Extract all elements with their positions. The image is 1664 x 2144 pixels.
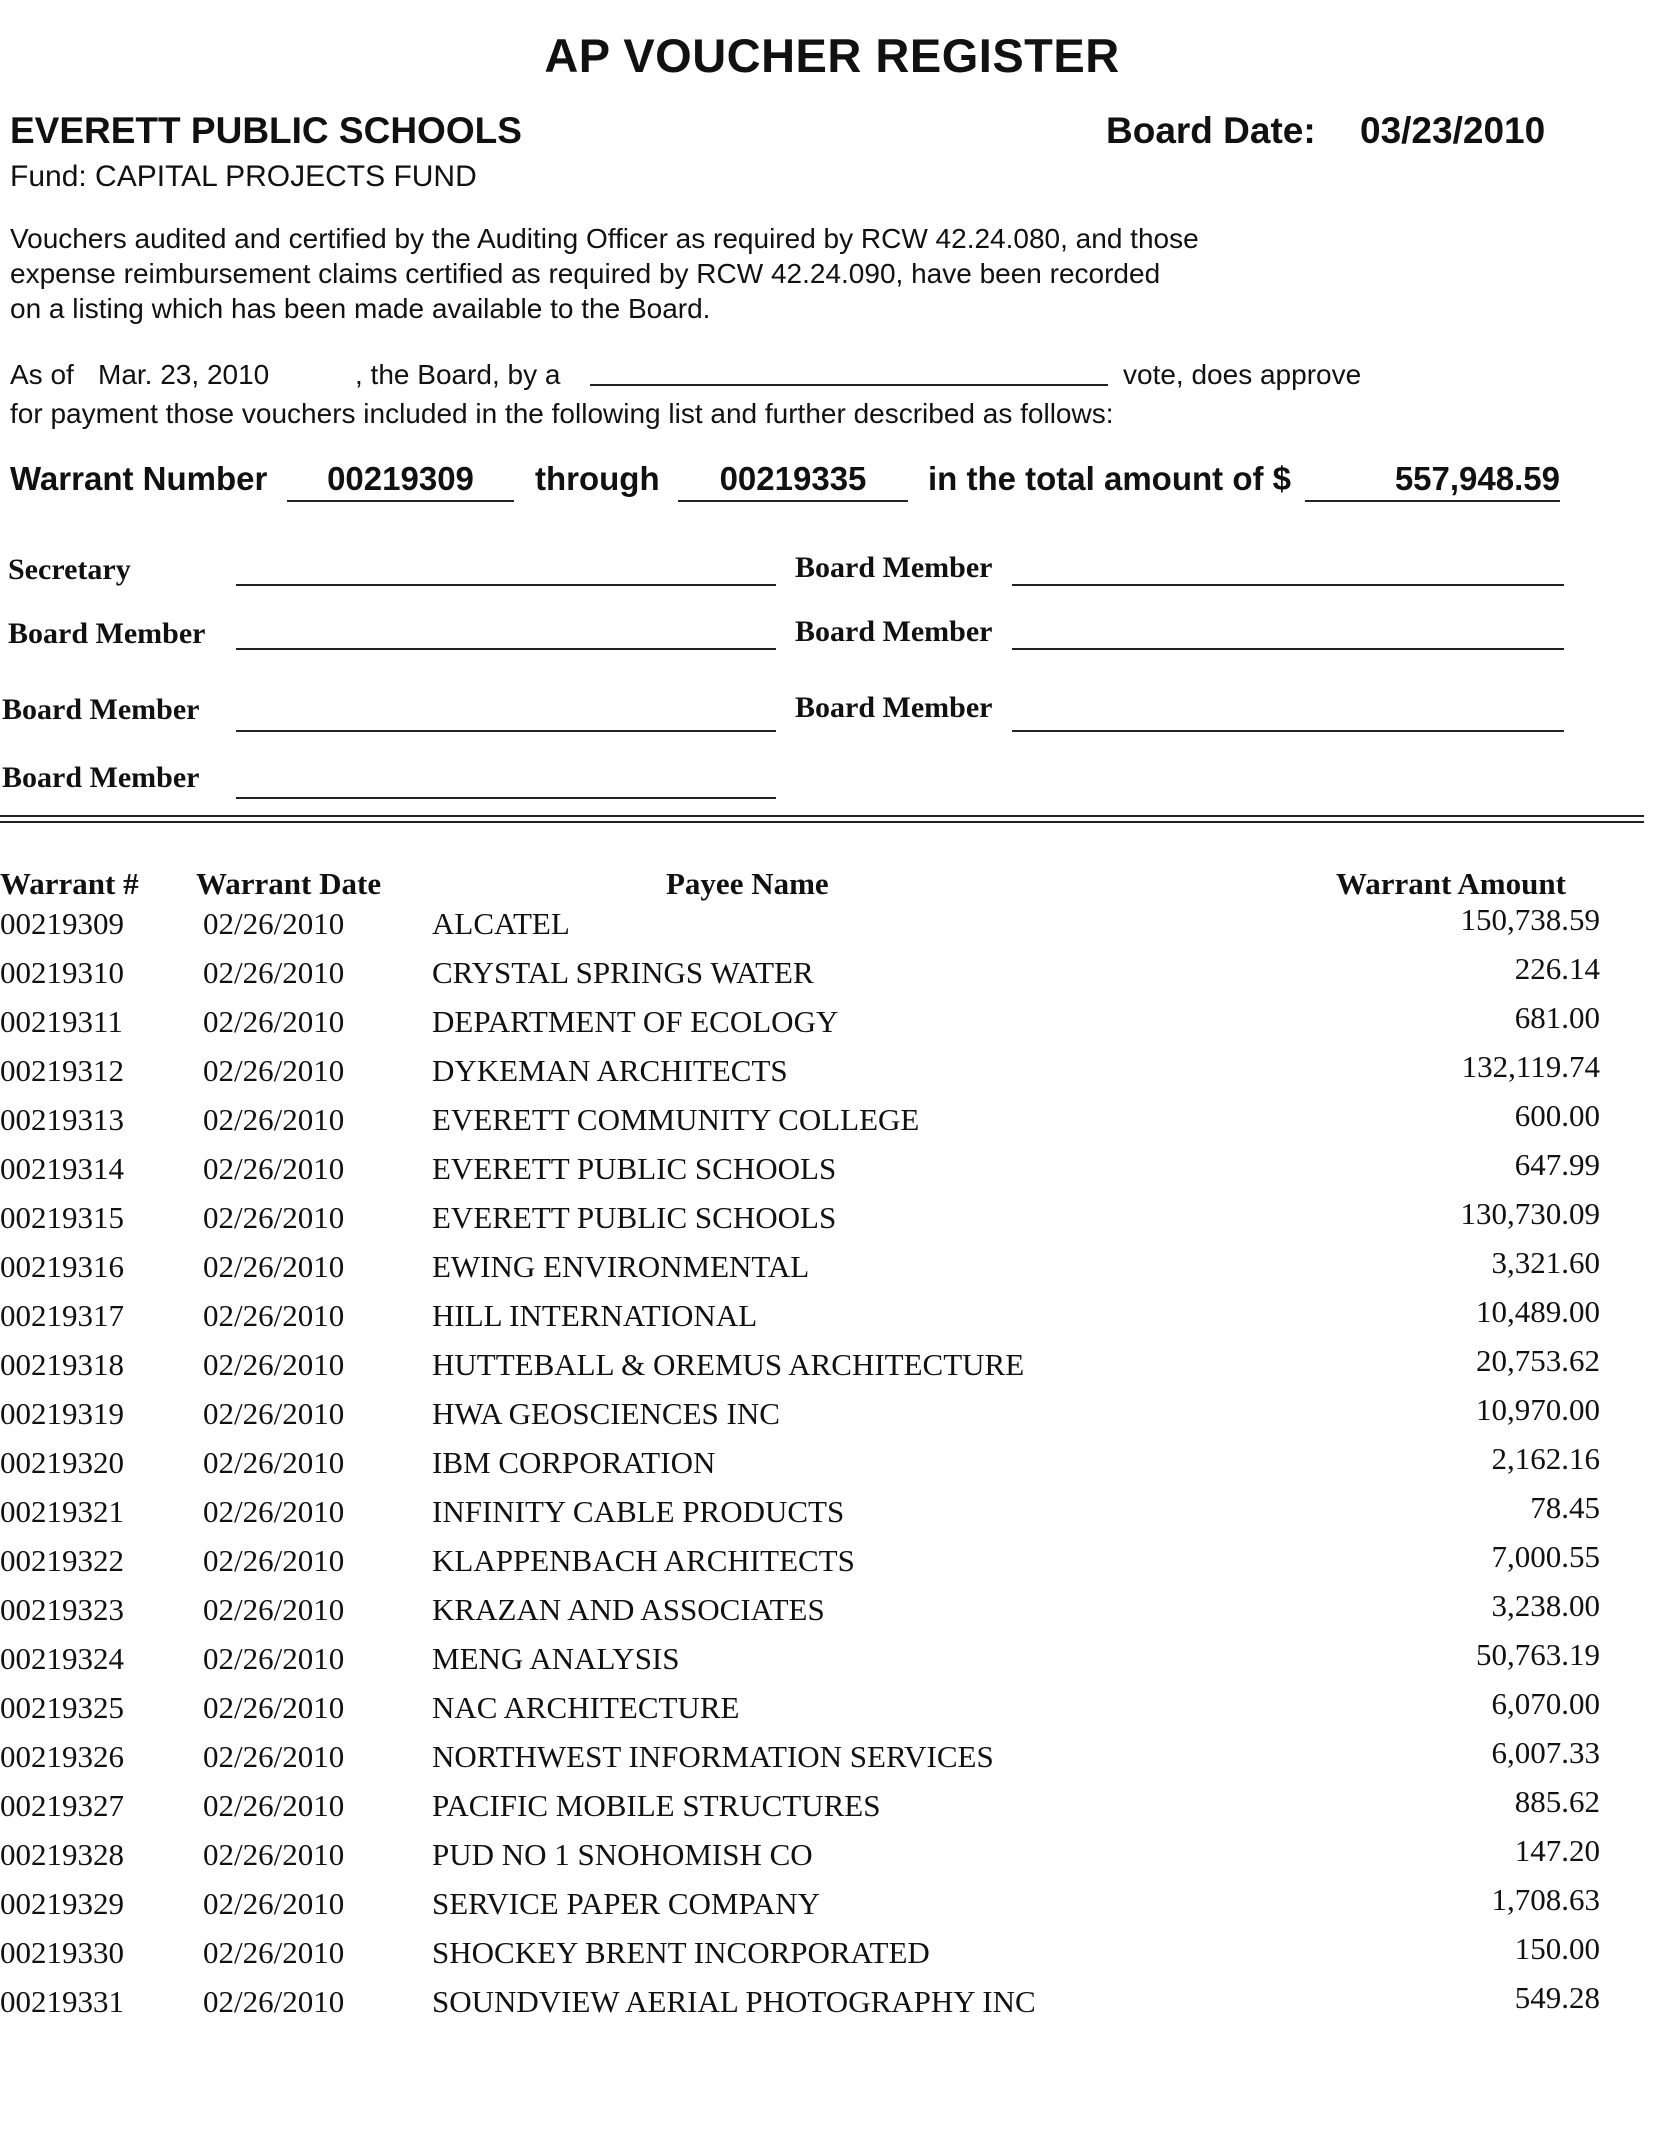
board-date-value: 03/23/2010 (1360, 110, 1546, 151)
warrant-number-cell: 00219309 (0, 906, 124, 941)
table-row (0, 1833, 1600, 1886)
warrant-number-cell: 00219313 (0, 1102, 124, 1137)
warrant-date-cell: 02/26/2010 (203, 1494, 345, 1529)
warrant-date-cell: 02/26/2010 (203, 1396, 345, 1431)
table-row (0, 1931, 1600, 1984)
warrant-end-number: 00219335 (678, 460, 908, 502)
table-row (0, 1294, 1600, 1347)
table-row (0, 1735, 1600, 1788)
payee-name-cell: EVERETT COMMUNITY COLLEGE (432, 1102, 920, 1137)
column-header-warrant: Warrant # (0, 866, 139, 901)
payee-name-cell: INFINITY CABLE PRODUCTS (432, 1494, 845, 1529)
payee-name-cell: EVERETT PUBLIC SCHOOLS (432, 1151, 837, 1186)
table-row (0, 1490, 1600, 1543)
warrant-number-cell: 00219316 (0, 1249, 124, 1284)
warrant-date-cell: 02/26/2010 (203, 1837, 345, 1872)
total-amount-value: 557,948.59 (1305, 460, 1560, 502)
warrant-amount-cell: 226.14 (1514, 951, 1600, 986)
table-row (0, 902, 1600, 955)
table-row (0, 1245, 1600, 1298)
warrant-amount-cell: 7,000.55 (1491, 1539, 1600, 1574)
warrant-amount-cell: 10,489.00 (1476, 1294, 1600, 1329)
warrant-number-cell: 00219314 (0, 1151, 124, 1186)
board-member-signature-line (236, 797, 776, 799)
payment-text: for payment those vouchers included in the following list and further described as follows: (10, 398, 1114, 429)
warrant-amount-cell: 6,007.33 (1491, 1735, 1600, 1770)
payee-name-cell: IBM CORPORATION (432, 1445, 716, 1480)
warrant-number-cell: 00219322 (0, 1543, 124, 1578)
warrant-date-cell: 02/26/2010 (203, 1249, 345, 1284)
table-row (0, 1637, 1600, 1690)
payee-name-cell: DYKEMAN ARCHITECTS (432, 1053, 788, 1088)
warrant-number-cell: 00219315 (0, 1200, 124, 1235)
payee-name-cell: EVERETT PUBLIC SCHOOLS (432, 1200, 837, 1235)
warrant-number-cell: 00219311 (0, 1004, 123, 1039)
as-of-date: Mar. 23, 2010 (98, 359, 270, 390)
warrant-number-cell: 00219319 (0, 1396, 124, 1431)
board-member-label: Board Member (795, 615, 993, 648)
warrant-summary (0, 460, 1664, 504)
warrant-amount-cell: 549.28 (1514, 1980, 1600, 2015)
vote-text: vote, does approve (1123, 359, 1362, 390)
column-header-payee: Payee Name (666, 866, 829, 901)
payee-name-cell: MENG ANALYSIS (432, 1641, 680, 1676)
table-row (0, 1343, 1600, 1396)
payee-name-cell: KLAPPENBACH ARCHITECTS (432, 1543, 855, 1578)
page-title: AP VOUCHER REGISTER (544, 29, 1120, 82)
warrant-date-cell: 02/26/2010 (203, 1347, 345, 1382)
table-row (0, 1147, 1600, 1200)
warrant-amount-cell: 150.00 (1514, 1931, 1600, 1966)
table-row (0, 1049, 1600, 1102)
warrant-number-cell: 00219317 (0, 1298, 124, 1333)
board-date-label: Board Date: (1106, 110, 1316, 151)
warrant-amount-cell: 20,753.62 (1476, 1343, 1600, 1378)
certification-line: expense reimbursement claims certified as required by RCW 42.24.090, have been recorded (10, 258, 1161, 289)
warrant-number-cell: 00219320 (0, 1445, 124, 1480)
warrant-amount-cell: 681.00 (1514, 1000, 1600, 1035)
warrant-date-cell: 02/26/2010 (203, 1543, 345, 1578)
warrant-date-cell: 02/26/2010 (203, 906, 345, 941)
warrant-number-cell: 00219330 (0, 1935, 124, 1970)
board-member-signature-line (1012, 730, 1564, 732)
warrant-number-cell: 00219318 (0, 1347, 124, 1382)
board-member-signature-line (236, 730, 776, 732)
column-header-amount: Warrant Amount (1336, 866, 1566, 901)
warrant-amount-cell: 3,238.00 (1491, 1588, 1600, 1623)
warrant-amount-cell: 885.62 (1514, 1784, 1600, 1819)
warrant-date-cell: 02/26/2010 (203, 1151, 345, 1186)
table-row (0, 1000, 1600, 1053)
warrant-date-cell: 02/26/2010 (203, 1984, 345, 2019)
divider (0, 815, 1644, 817)
table-row (0, 1196, 1600, 1249)
table-row (0, 1980, 1600, 2033)
vote-blank-line (590, 384, 1108, 386)
table-row (0, 1392, 1600, 1445)
warrant-date-cell: 02/26/2010 (203, 1788, 345, 1823)
board-member-signature-line (1012, 584, 1564, 586)
voucher-table (0, 902, 1600, 2033)
payee-name-cell: PACIFIC MOBILE STRUCTURES (432, 1788, 881, 1823)
payee-name-cell: DEPARTMENT OF ECOLOGY (432, 1004, 839, 1039)
table-row (0, 1784, 1600, 1837)
payee-name-cell: SERVICE PAPER COMPANY (432, 1886, 821, 1921)
board-member-signature-line (236, 648, 776, 650)
payee-name-cell: HILL INTERNATIONAL (432, 1298, 758, 1333)
warrant-number-cell: 00219323 (0, 1592, 124, 1627)
warrant-date-cell: 02/26/2010 (203, 1445, 345, 1480)
warrant-amount-cell: 6,070.00 (1491, 1686, 1600, 1721)
divider (0, 821, 1644, 823)
warrant-amount-cell: 10,970.00 (1476, 1392, 1600, 1427)
warrant-date-cell: 02/26/2010 (203, 1004, 345, 1039)
warrant-amount-cell: 3,321.60 (1491, 1245, 1600, 1280)
warrant-date-cell: 02/26/2010 (203, 1102, 345, 1137)
warrant-date-cell: 02/26/2010 (203, 1592, 345, 1627)
board-member-label: Board Member (2, 693, 200, 726)
table-row (0, 1882, 1600, 1935)
payee-name-cell: CRYSTAL SPRINGS WATER (432, 955, 814, 990)
warrant-date-cell: 02/26/2010 (203, 1053, 345, 1088)
table-row (0, 1539, 1600, 1592)
warrant-number-cell: 00219331 (0, 1984, 124, 2019)
warrant-number-cell: 00219326 (0, 1739, 124, 1774)
warrant-amount-cell: 1,708.63 (1491, 1882, 1600, 1917)
warrant-date-cell: 02/26/2010 (203, 1935, 345, 1970)
table-row (0, 1588, 1600, 1641)
payee-name-cell: NAC ARCHITECTURE (432, 1690, 740, 1725)
secretary-signature-line (236, 584, 776, 586)
secretary-label: Secretary (8, 553, 131, 586)
as-of-label: As of (10, 359, 74, 390)
table-row (0, 1441, 1600, 1494)
table-row (0, 1098, 1600, 1151)
warrant-amount-cell: 147.20 (1514, 1833, 1600, 1868)
certification-line: on a listing which has been made available to the Board. (10, 293, 711, 324)
warrant-number-cell: 00219324 (0, 1641, 124, 1676)
warrant-amount-cell: 600.00 (1514, 1098, 1600, 1133)
payee-name-cell: EWING ENVIRONMENTAL (432, 1249, 810, 1284)
warrant-number-cell: 00219321 (0, 1494, 124, 1529)
payee-name-cell: KRAZAN AND ASSOCIATES (432, 1592, 825, 1627)
warrant-start-number: 00219309 (287, 460, 514, 502)
warrant-date-cell: 02/26/2010 (203, 955, 345, 990)
warrant-number-cell: 00219327 (0, 1788, 124, 1823)
board-by-a-text: , the Board, by a (355, 359, 561, 390)
payee-name-cell: ALCATEL (432, 906, 570, 941)
table-row (0, 951, 1600, 1004)
warrant-date-cell: 02/26/2010 (203, 1739, 345, 1774)
warrant-amount-cell: 647.99 (1514, 1147, 1600, 1182)
payee-name-cell: NORTHWEST INFORMATION SERVICES (432, 1739, 994, 1774)
board-member-label: Board Member (2, 761, 200, 794)
warrant-number-cell: 00219310 (0, 955, 124, 990)
warrant-amount-cell: 2,162.16 (1491, 1441, 1600, 1476)
warrant-amount-cell: 78.45 (1530, 1490, 1600, 1525)
board-member-label: Board Member (795, 691, 993, 724)
payee-name-cell: SHOCKEY BRENT INCORPORATED (432, 1935, 930, 1970)
total-amount-label: in the total amount of $ (928, 460, 1291, 497)
warrant-number-cell: 00219329 (0, 1886, 124, 1921)
certification-line: Vouchers audited and certified by the Auditing Officer as required by RCW 42.24.080, and those (10, 223, 1199, 254)
column-header-date: Warrant Date (196, 866, 382, 901)
fund-label: Fund: CAPITAL PROJECTS FUND (10, 160, 477, 193)
warrant-number-cell: 00219312 (0, 1053, 124, 1088)
warrant-date-cell: 02/26/2010 (203, 1886, 345, 1921)
table-row (0, 1686, 1600, 1739)
board-member-label: Board Member (795, 551, 993, 584)
organization-name: EVERETT PUBLIC SCHOOLS (10, 110, 522, 151)
warrant-amount-cell: 50,763.19 (1476, 1637, 1600, 1672)
board-member-label: Board Member (8, 617, 206, 650)
warrant-amount-cell: 132,119.74 (1461, 1049, 1600, 1084)
payee-name-cell: HWA GEOSCIENCES INC (432, 1396, 780, 1431)
payee-name-cell: SOUNDVIEW AERIAL PHOTOGRAPHY INC (432, 1984, 1036, 2019)
board-member-signature-line (1012, 648, 1564, 650)
payee-name-cell: PUD NO 1 SNOHOMISH CO (432, 1837, 813, 1872)
warrant-date-cell: 02/26/2010 (203, 1690, 345, 1725)
warrant-date-cell: 02/26/2010 (203, 1200, 345, 1235)
warrant-date-cell: 02/26/2010 (203, 1298, 345, 1333)
approval-statement (0, 357, 1664, 397)
warrant-number-label: Warrant Number (10, 460, 268, 497)
warrant-number-cell: 00219325 (0, 1690, 124, 1725)
warrant-number-cell: 00219328 (0, 1837, 124, 1872)
warrant-amount-cell: 130,730.09 (1460, 1196, 1600, 1231)
warrant-date-cell: 02/26/2010 (203, 1641, 345, 1676)
warrant-amount-cell: 150,738.59 (1460, 902, 1600, 937)
through-label: through (535, 460, 660, 497)
payee-name-cell: HUTTEBALL & OREMUS ARCHITECTURE (432, 1347, 1025, 1382)
